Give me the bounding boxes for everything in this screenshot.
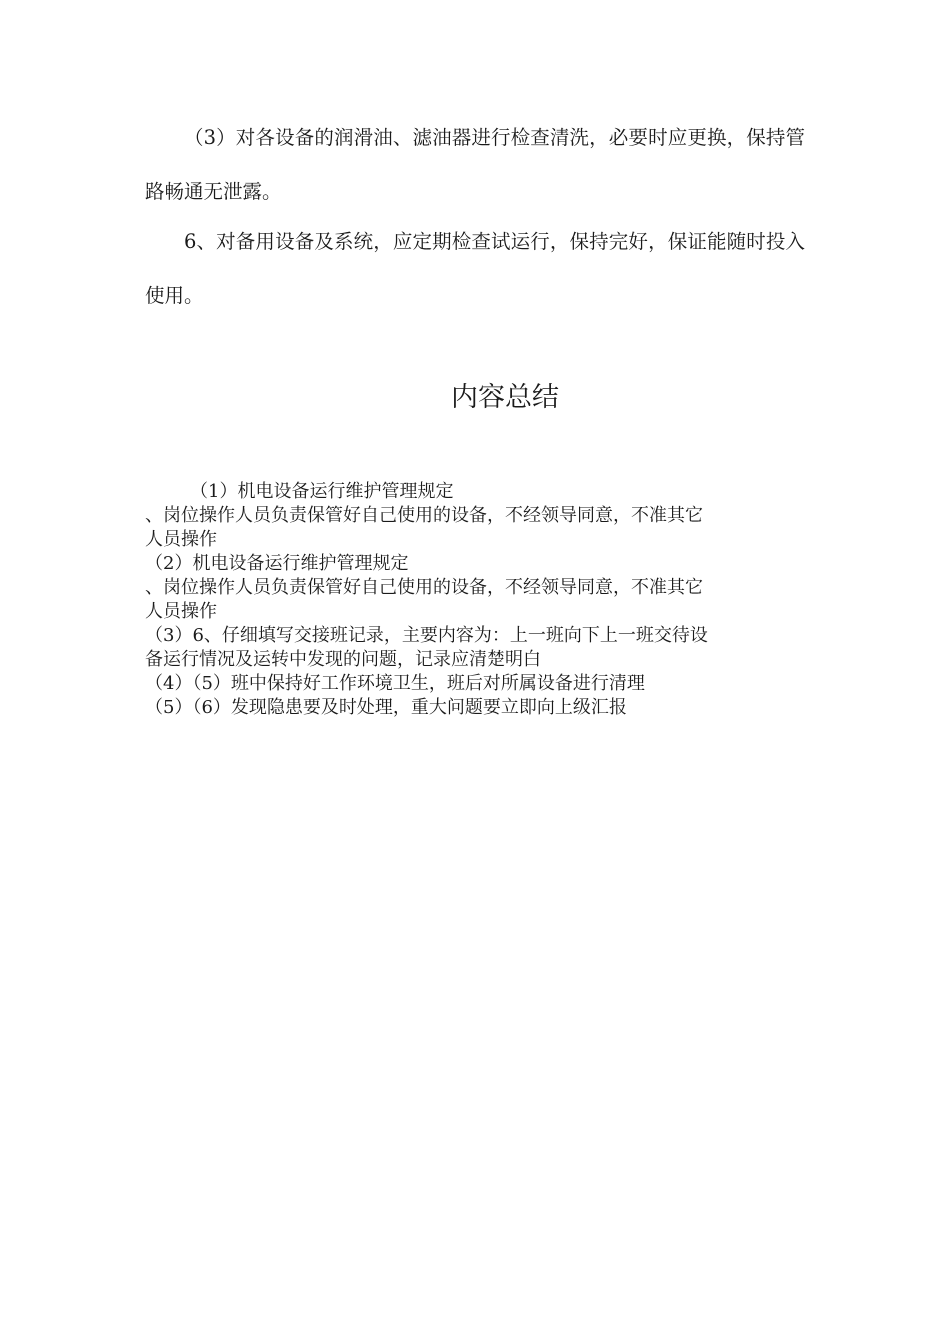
summary-line: 人员操作: [145, 601, 217, 622]
summary-title: 内容总结: [451, 382, 559, 413]
summary-line: （3）6、仔细填写交接班记录，主要内容为：上一班向下上一班交待设: [145, 625, 708, 646]
summary-line: 备运行情况及运转中发现的问题，记录应清楚明白: [145, 649, 541, 670]
summary-line: （5）（6）发现隐患要及时处理，重大问题要立即向上级汇报: [145, 697, 627, 718]
summary-line: 人员操作: [145, 529, 217, 550]
body-paragraph-lubrication: （3）对各设备的润滑油、滤油器进行检查清洗，必要时应更换，保持管路畅通无泄露。: [145, 126, 805, 203]
summary-line: （2）机电设备运行维护管理规定: [145, 553, 409, 574]
summary-line: 、岗位操作人员负责保管好自己使用的设备，不经领导同意，不准其它: [145, 505, 703, 526]
summary-block: [145, 480, 795, 720]
summary-line: 、岗位操作人员负责保管好自己使用的设备，不经领导同意，不准其它: [145, 577, 703, 598]
summary-line: （1）机电设备运行维护管理规定: [190, 481, 454, 502]
body-paragraph-standby-equipment: 6、对备用设备及系统，应定期检查试运行，保持完好，保证能随时投入使用。: [145, 230, 805, 307]
summary-line: （4）（5）班中保持好工作环境卫生，班后对所属设备进行清理: [145, 673, 645, 694]
